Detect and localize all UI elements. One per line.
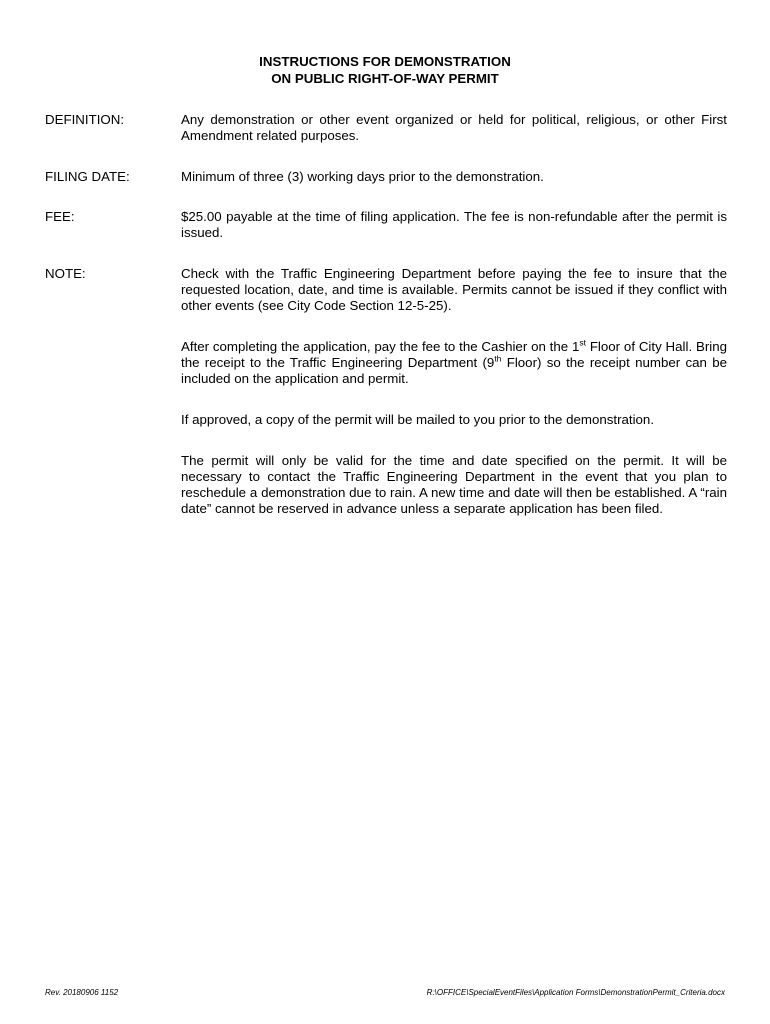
note-paragraph-3: If approved, a copy of the permit will be mailed to you prior to the demonstration. — [181, 412, 655, 427]
note-paragraph-4: The permit will only be valid for the time and date specified on the permit. It will be necessary to contact the Traffic Engineering Department in the event that you plan to reschedule a demonstration due to rain. A new time and date will then be established. A “rain date” cannot be reserved in advance unless a separate application has been filed. — [181, 453, 727, 516]
note-p2-sup-2: th — [494, 353, 502, 364]
title-line-1: INSTRUCTIONS FOR DEMONSTRATION — [259, 54, 511, 69]
note-paragraph-2 — [181, 339, 727, 387]
fee-label: FEE: — [45, 209, 75, 224]
note-p2-part-c: Floor) so the receipt number can be included on the application and permit. — [181, 355, 727, 386]
definition-text: Any demonstration or other event organized or held for political, religious, or other First Amendment related purposes. — [181, 112, 727, 143]
note-p2-sup-1: st — [579, 337, 586, 348]
note-p2-part-b: Floor of City Hall. Bring the receipt to the Traffic Engineering Department (9 — [181, 339, 727, 370]
note-label: NOTE: — [45, 266, 86, 281]
filing-date-label: FILING DATE: — [45, 169, 130, 184]
title-line-2: ON PUBLIC RIGHT-OF-WAY PERMIT — [271, 71, 499, 86]
document-title — [0, 53, 770, 87]
note-p2-part-a: After completing the application, pay the fee to the Cashier on the 1 — [181, 339, 580, 354]
note-paragraph-1: Check with the Traffic Engineering Department before paying the fee to insure that the requested location, date, and time is available. Permits cannot be issued if they conflict with other events (see City Code Section 12-5-25). — [181, 266, 727, 313]
file-path-footer: R:\OFFICE\SpecialEventFiles\Application Forms\DemonstrationPermit_Criteria.docx — [426, 988, 725, 997]
filing-date-text: Minimum of three (3) working days prior to the demonstration. — [181, 169, 544, 184]
fee-text: $25.00 payable at the time of filing application. The fee is non-refundable after the permit is issued. — [181, 209, 727, 240]
revision-footer: Rev. 20180906 1152 — [45, 988, 119, 997]
definition-label: DEFINITION: — [45, 112, 125, 127]
